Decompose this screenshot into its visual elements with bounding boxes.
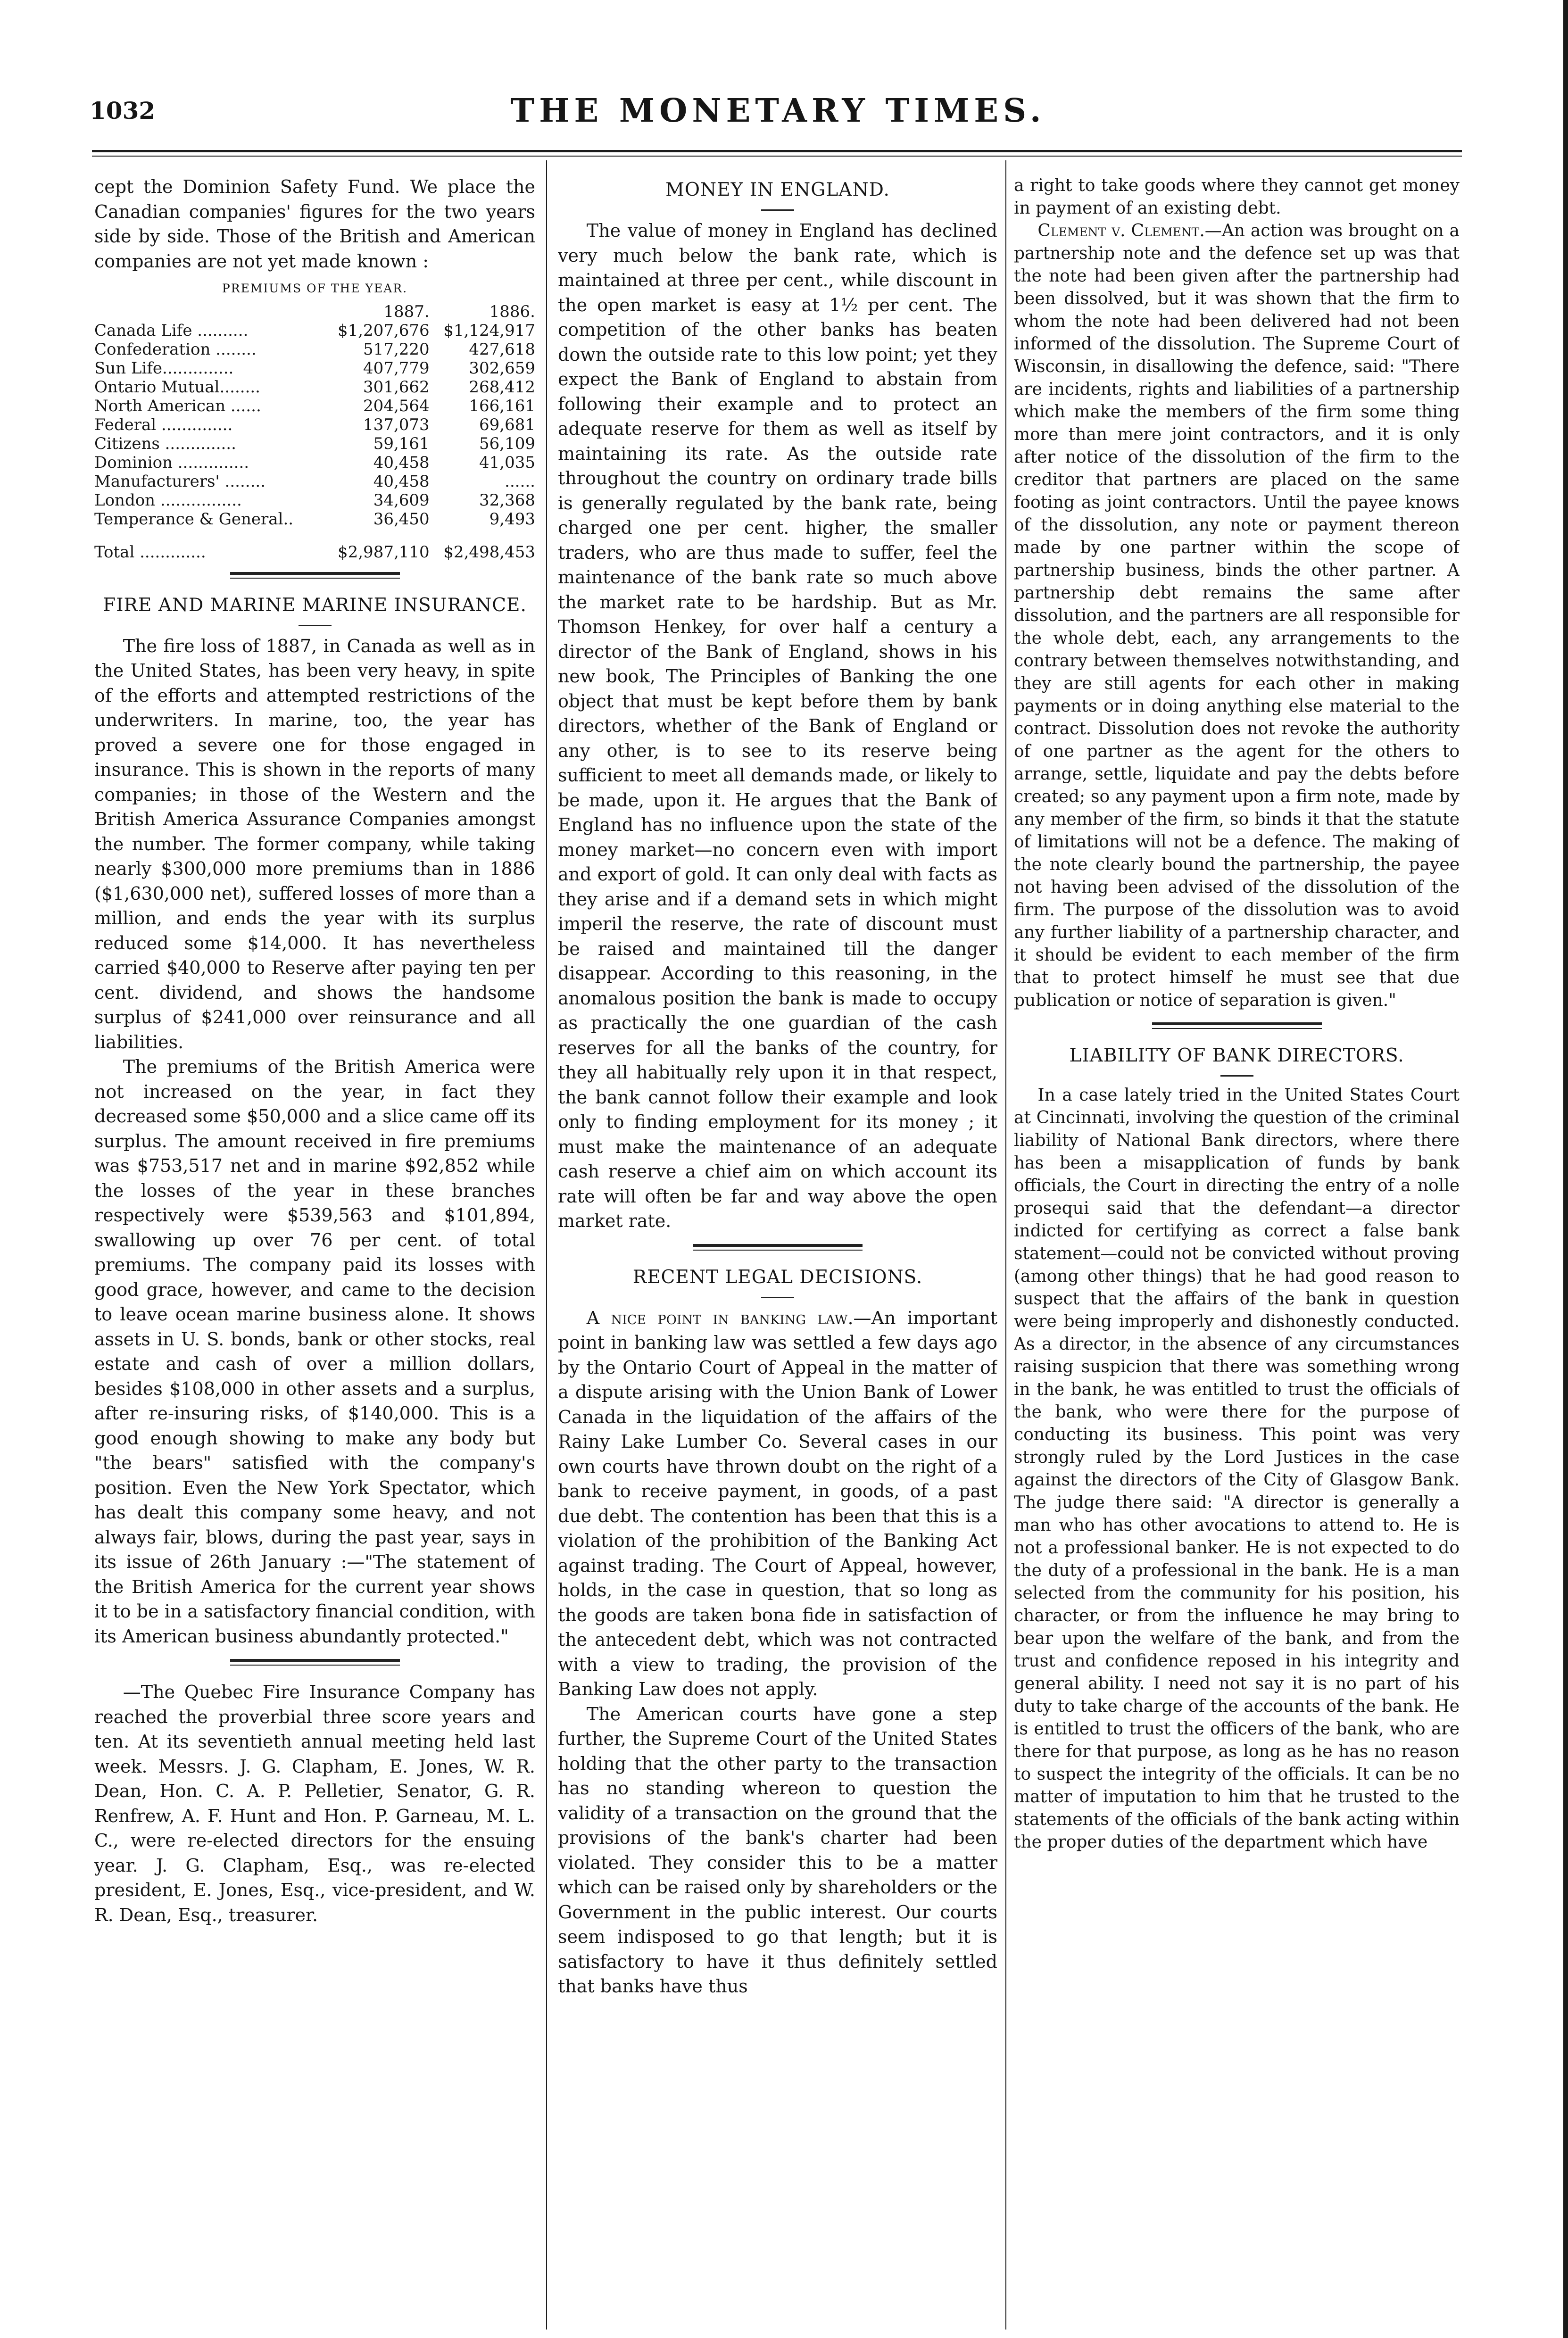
heading-rule: [1220, 1075, 1253, 1077]
legal-paragraph-1-text: —An important point in banking law was settled a few days ago by the Ontario Court of Appeal in the matter of a dispute arising with the Union Bank of Lower Canada in the liquidation of the affairs of the Rainy Lake Lumber Co. Several cases in our own courts have thrown doubt on the right of a bank to receive payment, in goods, of a past due debt. The contention has been that this is a violation of the prohibition of the Banking Act against trading. The Court of Appeal, however, holds, in the case in question, that so long as the goods are taken bona fide in satisfaction of the antecedent debt, which was not contracted with a view to trading, the provision of the Banking Law does not apply.: [558, 1307, 997, 1700]
table-row: Federal .............. 137,073 69,681: [94, 415, 535, 434]
column-divider-2: [1005, 160, 1006, 2330]
table-row: Temperance & General.. 36,450 9,493: [94, 509, 535, 529]
header-rule-thick: [92, 150, 1462, 152]
section-divider: [230, 1659, 400, 1666]
table-row: Confederation ........ 517,220 427,618: [94, 340, 535, 359]
liability-paragraph: In a case lately tried in the United States Court at Cincinnati, involving the question of the criminal liability of National Bank directors, where there has been a misapplication of funds by bank officials, the Court in directing the entry of a nolle prosequi said that the defendant—a director indicted for certifying as correct a false bank statement—could not be convicted without proving (among other things) that he had good reason to suspect that the affairs of the bank in question were being improperly and dishonestly conducted. As a director, in the absence of any circumstances raising suspicion that there was something wrong in the bank, he was entitled to trust the officials of the bank, who were there for the purpose of conducting its business. This point was very strongly ruled by the Lord Justices in the case against the directors of the City of Glasgow Bank. The judge there said: "A director is generally a man who has other avocations to attend to. He is not a professional banker. He is not expected to do the duty of a professional in the bank. He is a man selected from the community for his position, his character, or from the influence he may bring to bear upon the welfare of the bank, and from the trust and confidence reposed in his integrity and general ability. I need not say it is no part of his duty to take charge of the accounts of the bank. He is entitled to trust the officers of the bank, who are there for that purpose, as long as he has no reason to suspect the integrity of the officials. It can be no matter of imputation to him that he trusted to the statements of the officials of the bank acting within the proper duties of the department which have: [1014, 1086, 1460, 1852]
fire-paragraph-2: The premiums of the British America were not increased on the year, in fact they decreased some $50,000 and a slice came off its surplus. The amount received in fire premiums was $753,517 net and in marine $92,852 while the losses of the year in these branches respectively were $539,563 and $101,894, swallowing up over 76 per cent. of total premiums. The company paid its losses with good grace, however, and came to the decision to leave ocean marine business alone. It shows assets in U. S. bonds, bank or other stocks, real estate and cash of over a million dollars, besides $108,000 in other assets and a surplus, after re-insuring risks, of $140,000. This is a good enough showing to make any body but "the bears" satisfied with the company's position. Even the New York Spectator, which has dealt this company some heavy, and not always fair, blows, during the past year, says in its issue of 26th January :—"The statement of the British America for the current year shows it to be in a satisfactory financial condition, with its American business abundantly protected.": [94, 1056, 535, 1647]
intro-paragraph: cept the Dominion Safety Fund. We place the Canadian companies' figures for the two years side by side. Those of the British and American companies are not yet made known :: [94, 176, 535, 272]
section-divider: [693, 1244, 863, 1251]
header-rule-thin: [92, 156, 1462, 157]
heading-rule: [761, 209, 794, 211]
column-2: [558, 174, 997, 2325]
table-row: Manufacturers' ........ 40,458 ......: [94, 472, 535, 491]
money-in-england-heading: MONEY IN ENGLAND.: [665, 179, 890, 200]
fire-marine-heading: FIRE AND MARINE MARINE INSURANCE.: [103, 594, 527, 616]
clement-paragraph-text: —An action was brought on a partnership note and the defence set up was that the note had been given after the partnership had been dissolved, but it was shown that the firm to whom the note had been delivered had not been informed of the dissolution. The Supreme Court of Wisconsin, in disallowing the defence, said: "There are incidents, rights and liabilities of a partnership which make the members of the firm some thing more than mere joint contractors, and it is only after notice of the dissolution of the firm to the creditor that partners are placed on the same footing as joint contractors. Until the payee knows of the dissolution, any note or payment thereon made by one partner within the scope of partnership business, binds the other partner. A partnership debt remains the same after dissolution, and the partners are all responsible for the whole debt, each, any arrangements to the contrary between themselves notwithstanding, and they are still agents for each other in making payments or in doing anything else material to the contract. Dissolution does not revoke the authority of one partner as the agent for the others to arrange, settle, liquidate and pay the debts before created; so any payment upon a firm note, made by any member of the firm, so binds it that the statute of limitations will not be a defence. The making of the note clearly bound the partnership, the payee not having been advised of the dissolution of the firm. The purpose of the dissolution was to avoid any further liability of a partnership character, and it should be evident to each member of the firm that to protect himself he must see that due publication or notice of separation is given.": [1014, 221, 1460, 1010]
column-3: [1014, 174, 1460, 2325]
table-total-row: [94, 529, 535, 562]
continued-paragraph: a right to take goods where they cannot get money in payment of an existing debt.: [1014, 176, 1460, 218]
clement-lead-in: Clement v. Clement.: [1037, 221, 1205, 240]
total-label: Total .............: [94, 542, 206, 562]
liability-heading: LIABILITY OF BANK DIRECTORS.: [1069, 1045, 1404, 1066]
table-row: North American ...... 204,564 166,161: [94, 396, 535, 415]
legal-lead-in: A nice point in banking law.: [586, 1307, 854, 1328]
premiums-table-title: PREMIUMS OF THE YEAR.: [222, 282, 408, 295]
table-row: Ontario Mutual........ 301,662 268,412: [94, 377, 535, 397]
table-header-row: [94, 302, 535, 321]
legal-paragraph-1: [558, 1306, 997, 1702]
table-row: Sun Life.............. 407,779 302,659: [94, 358, 535, 378]
table-row: Canada Life .......... $1,207,676 $1,124,917: [94, 321, 535, 340]
journal-title: THE MONETARY TIMES.: [510, 92, 1046, 130]
total-1886: $2,498,453: [443, 542, 535, 562]
legal-paragraph-2: The American courts have gone a step further, the Supreme Court of the United States holding that the other party to the transaction has no standing whereon to question the validity of a transaction on the ground that the provisions of the bank's charter had been violated. They consider this to be a matter which can be raised only by shareholders or the Government in the public interest. Our courts seem indisposed to go that length; but it is satisfactory to have it thus definitely settled that banks have thus: [558, 1703, 997, 1997]
money-paragraph: The value of money in England has declined very much below the bank rate, which is maintained at three per cent., while discount in the open market is easy at 1½ per cent. The competition of the other banks has beaten down the outside rate to this low point; yet they expect the Bank of England to abstain from following their example and to protect an adequate reserve for them as well as itself by maintaining its rate. As the outside rate throughout the country on ordinary trade bills is generally regulated by the bank rate, being charged one per cent. higher, the smaller traders, who are thus made to suffer, feel the maintenance of the bank rate so much above the market rate to be hardship. But as Mr. Thomson Henkey, for over half a century a director of the Bank of England, shows in his new book, The Principles of Banking the one object that must be kept before them by bank directors, whether of the Bank of England or any other, is to see to its reserve being sufficient to meet all demands made, or likely to be made, upon it. He argues that the Bank of England has no influence upon the state of the money market—no concern even with import and export of gold. It can only deal with facts as they arise and if a demand sets in which might imperil the reserve, the rate of discount must be raised and maintained till the danger disappear. According to this reasoning, in the anomalous position the bank is made to occupy as practically the one guardian of the cash reserves for all the banks of the country, for they all habitually rely upon it in that respect, the bank cannot follow their example and look only to finding employment for its money ; it must make the maintenance of an adequate cash reserve a chief aim on which account its rate will often be far and way above the open market rate.: [558, 220, 997, 1231]
legal-decisions-heading: RECENT LEGAL DECISIONS.: [632, 1266, 923, 1288]
page-edge-shadow: [1563, 0, 1568, 2338]
heading-rule: [299, 625, 332, 626]
section-divider: [1152, 1022, 1322, 1029]
section-divider: [230, 572, 400, 579]
quebec-fire-paragraph: —The Quebec Fire Insurance Company has reached the proverbial three score years and ten. At its seventieth annual meeting held last week. Messrs. J. G. Clapham, E. Jones, W. R. Dean, Hon. C. A. P. Pelletier, Senator, G. R. Renfrew, A. F. Hunt and Hon. P. Garneau, M. L. C., were re-elected directors for the ensuing year. J. G. Clapham, Esq., was re-elected president, E. Jones, Esq., vice-president, and W. R. Dean, Esq., treasurer.: [94, 1682, 535, 1925]
page-number: 1032: [90, 97, 156, 124]
table-row: Citizens .............. 59,161 56,109: [94, 434, 535, 453]
table-row: London ................ 34,609 32,368: [94, 490, 535, 510]
year-a-header: 1887.: [383, 302, 430, 321]
year-b-header: 1886.: [489, 302, 535, 321]
fire-paragraph-1: The fire loss of 1887, in Canada as well as in the United States, has been very heavy, in spite of the efforts and attempted restrictions of the underwriters. In marine, too, the year has proved a severe one for those engaged in insurance. This is shown in the reports of many companies; in those of the Western and the British America Assurance Companies amongst the number. The former company, while taking nearly $300,000 more premiums than in 1886 ($1,630,000 net), suffered losses of more than a million, and ends the year with its surplus reduced some $14,000. It has nevertheless carried $40,000 to Reserve after paying ten per cent. dividend, and shows the handsome surplus of $241,000 over reinsurance and all liabilities.: [94, 635, 535, 1053]
total-1887: $2,987,110: [337, 542, 430, 562]
premiums-table: [94, 302, 535, 562]
page-header: [90, 92, 1467, 134]
column-1: [94, 174, 535, 2325]
table-row: Dominion .............. 40,458 41,035: [94, 453, 535, 472]
heading-rule: [761, 1297, 794, 1298]
column-divider-1: [546, 160, 547, 2330]
clement-paragraph: [1014, 220, 1460, 1012]
